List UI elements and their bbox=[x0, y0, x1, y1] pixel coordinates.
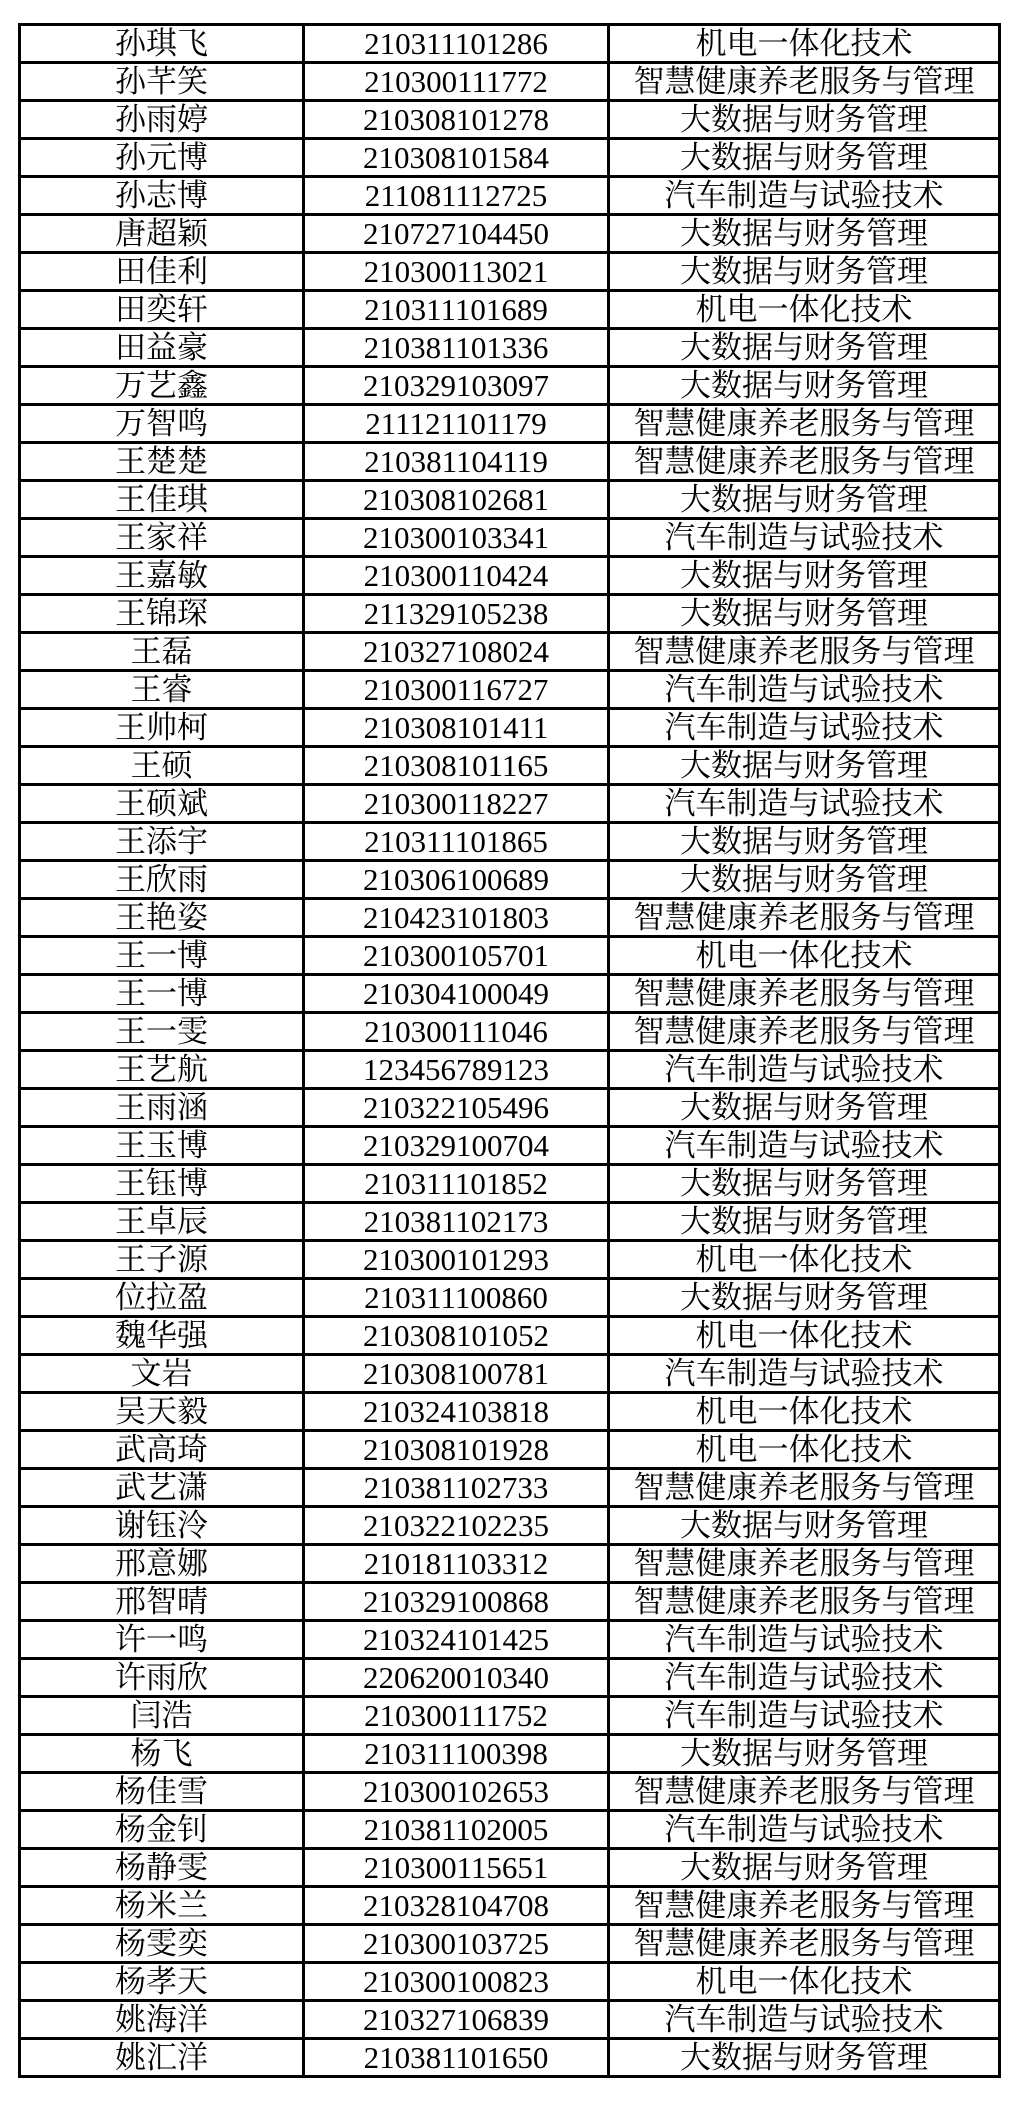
student-name-cell: 武高琦 bbox=[20, 1431, 304, 1469]
major-cell: 汽车制造与试验技术 bbox=[609, 785, 1000, 823]
student-id-cell: 210300101293 bbox=[304, 1241, 609, 1279]
table-row bbox=[20, 291, 1000, 329]
student-name-cell: 王嘉敏 bbox=[20, 557, 304, 595]
student-name-cell: 杨孝天 bbox=[20, 1963, 304, 2001]
student-id-cell: 210304100049 bbox=[304, 975, 609, 1013]
student-name-cell: 王艺航 bbox=[20, 1051, 304, 1089]
student-name-cell: 魏华强 bbox=[20, 1317, 304, 1355]
major-cell: 大数据与财务管理 bbox=[609, 1165, 1000, 1203]
student-name-cell: 文岩 bbox=[20, 1355, 304, 1393]
table-row bbox=[20, 1925, 1000, 1963]
table-row bbox=[20, 747, 1000, 785]
major-cell: 机电一体化技术 bbox=[609, 1963, 1000, 2001]
student-id-cell: 210308102681 bbox=[304, 481, 609, 519]
student-name-cell: 万智鸣 bbox=[20, 405, 304, 443]
major-cell: 智慧健康养老服务与管理 bbox=[609, 1887, 1000, 1925]
student-name-cell: 杨静雯 bbox=[20, 1849, 304, 1887]
student-id-cell: 210300111046 bbox=[304, 1013, 609, 1051]
major-cell: 汽车制造与试验技术 bbox=[609, 2001, 1000, 2039]
major-cell: 汽车制造与试验技术 bbox=[609, 519, 1000, 557]
major-cell: 大数据与财务管理 bbox=[609, 1203, 1000, 1241]
student-name-cell: 许雨欣 bbox=[20, 1659, 304, 1697]
table-row bbox=[20, 937, 1000, 975]
student-id-cell: 210327106839 bbox=[304, 2001, 609, 2039]
student-name-cell: 田奕轩 bbox=[20, 291, 304, 329]
student-id-cell: 210328104708 bbox=[304, 1887, 609, 1925]
student-name-cell: 杨米兰 bbox=[20, 1887, 304, 1925]
student-name-cell: 孙元博 bbox=[20, 139, 304, 177]
student-id-cell: 210311101865 bbox=[304, 823, 609, 861]
table-row bbox=[20, 1355, 1000, 1393]
student-id-cell: 210300105701 bbox=[304, 937, 609, 975]
major-cell: 汽车制造与试验技术 bbox=[609, 1697, 1000, 1735]
student-id-cell: 210308101411 bbox=[304, 709, 609, 747]
student-name-cell: 王子源 bbox=[20, 1241, 304, 1279]
student-name-cell: 姚汇洋 bbox=[20, 2039, 304, 2077]
student-id-cell: 220620010340 bbox=[304, 1659, 609, 1697]
major-cell: 大数据与财务管理 bbox=[609, 1089, 1000, 1127]
table-row bbox=[20, 1583, 1000, 1621]
table-row bbox=[20, 1507, 1000, 1545]
table-row bbox=[20, 595, 1000, 633]
major-cell: 机电一体化技术 bbox=[609, 1431, 1000, 1469]
table-row bbox=[20, 1317, 1000, 1355]
student-id-cell: 123456789123 bbox=[304, 1051, 609, 1089]
major-cell: 大数据与财务管理 bbox=[609, 2039, 1000, 2077]
student-name-cell: 万艺鑫 bbox=[20, 367, 304, 405]
table-row bbox=[20, 1241, 1000, 1279]
student-name-cell: 武艺潇 bbox=[20, 1469, 304, 1507]
major-cell: 汽车制造与试验技术 bbox=[609, 1659, 1000, 1697]
student-id-cell: 210181103312 bbox=[304, 1545, 609, 1583]
student-id-cell: 210308101278 bbox=[304, 101, 609, 139]
student-id-cell: 210300115651 bbox=[304, 1849, 609, 1887]
table-row bbox=[20, 671, 1000, 709]
student-name-cell: 王卓辰 bbox=[20, 1203, 304, 1241]
student-name-cell: 王佳琪 bbox=[20, 481, 304, 519]
student-id-cell: 210311101689 bbox=[304, 291, 609, 329]
student-id-cell: 210308101584 bbox=[304, 139, 609, 177]
student-id-cell: 210327108024 bbox=[304, 633, 609, 671]
table-row bbox=[20, 975, 1000, 1013]
major-cell: 大数据与财务管理 bbox=[609, 1279, 1000, 1317]
student-name-cell: 王帅柯 bbox=[20, 709, 304, 747]
student-name-cell: 田佳利 bbox=[20, 253, 304, 291]
student-name-cell: 杨雯奕 bbox=[20, 1925, 304, 1963]
major-cell: 智慧健康养老服务与管理 bbox=[609, 405, 1000, 443]
table-row bbox=[20, 101, 1000, 139]
major-cell: 大数据与财务管理 bbox=[609, 823, 1000, 861]
student-name-cell: 王楚楚 bbox=[20, 443, 304, 481]
student-name-cell: 杨飞 bbox=[20, 1735, 304, 1773]
major-cell: 汽车制造与试验技术 bbox=[609, 1355, 1000, 1393]
student-id-cell: 210300116727 bbox=[304, 671, 609, 709]
table-row bbox=[20, 557, 1000, 595]
student-id-cell: 210381102733 bbox=[304, 1469, 609, 1507]
major-cell: 机电一体化技术 bbox=[609, 291, 1000, 329]
major-cell: 汽车制造与试验技术 bbox=[609, 177, 1000, 215]
major-cell: 大数据与财务管理 bbox=[609, 1849, 1000, 1887]
student-name-cell: 孙芊笑 bbox=[20, 63, 304, 101]
major-cell: 智慧健康养老服务与管理 bbox=[609, 1469, 1000, 1507]
table-row bbox=[20, 1127, 1000, 1165]
major-cell: 智慧健康养老服务与管理 bbox=[609, 899, 1000, 937]
student-name-cell: 王一博 bbox=[20, 975, 304, 1013]
student-id-cell: 210308101052 bbox=[304, 1317, 609, 1355]
major-cell: 大数据与财务管理 bbox=[609, 367, 1000, 405]
major-cell: 大数据与财务管理 bbox=[609, 329, 1000, 367]
table-row bbox=[20, 1697, 1000, 1735]
table-row bbox=[20, 1963, 1000, 2001]
major-cell: 机电一体化技术 bbox=[609, 1317, 1000, 1355]
major-cell: 汽车制造与试验技术 bbox=[609, 1621, 1000, 1659]
major-cell: 机电一体化技术 bbox=[609, 25, 1000, 63]
table-row bbox=[20, 1469, 1000, 1507]
student-id-cell: 211121101179 bbox=[304, 405, 609, 443]
student-id-cell: 211081112725 bbox=[304, 177, 609, 215]
major-cell: 大数据与财务管理 bbox=[609, 101, 1000, 139]
student-name-cell: 王一博 bbox=[20, 937, 304, 975]
student-id-cell: 210300103725 bbox=[304, 1925, 609, 1963]
student-id-cell: 210300111752 bbox=[304, 1697, 609, 1735]
students-table-body bbox=[20, 25, 1000, 2077]
table-row bbox=[20, 785, 1000, 823]
student-name-cell: 邢意娜 bbox=[20, 1545, 304, 1583]
student-name-cell: 唐超颖 bbox=[20, 215, 304, 253]
student-id-cell: 210300100823 bbox=[304, 1963, 609, 2001]
major-cell: 大数据与财务管理 bbox=[609, 481, 1000, 519]
table-row bbox=[20, 1773, 1000, 1811]
table-row bbox=[20, 709, 1000, 747]
student-name-cell: 位拉盈 bbox=[20, 1279, 304, 1317]
student-name-cell: 王家祥 bbox=[20, 519, 304, 557]
table-row bbox=[20, 253, 1000, 291]
student-id-cell: 210322105496 bbox=[304, 1089, 609, 1127]
student-id-cell: 210311101852 bbox=[304, 1165, 609, 1203]
student-id-cell: 210324103818 bbox=[304, 1393, 609, 1431]
major-cell: 大数据与财务管理 bbox=[609, 1735, 1000, 1773]
student-id-cell: 210727104450 bbox=[304, 215, 609, 253]
student-name-cell: 王雨涵 bbox=[20, 1089, 304, 1127]
major-cell: 汽车制造与试验技术 bbox=[609, 1127, 1000, 1165]
table-row bbox=[20, 1621, 1000, 1659]
table-row bbox=[20, 861, 1000, 899]
major-cell: 智慧健康养老服务与管理 bbox=[609, 1013, 1000, 1051]
table-row bbox=[20, 1279, 1000, 1317]
student-id-cell: 210300118227 bbox=[304, 785, 609, 823]
table-row bbox=[20, 1887, 1000, 1925]
student-name-cell: 王欣雨 bbox=[20, 861, 304, 899]
student-name-cell: 许一鸣 bbox=[20, 1621, 304, 1659]
table-row bbox=[20, 405, 1000, 443]
table-row bbox=[20, 1545, 1000, 1583]
major-cell: 大数据与财务管理 bbox=[609, 747, 1000, 785]
table-row bbox=[20, 2039, 1000, 2077]
student-name-cell: 王锦琛 bbox=[20, 595, 304, 633]
student-id-cell: 210381104119 bbox=[304, 443, 609, 481]
major-cell: 大数据与财务管理 bbox=[609, 861, 1000, 899]
major-cell: 大数据与财务管理 bbox=[609, 1507, 1000, 1545]
table-row bbox=[20, 823, 1000, 861]
student-id-cell: 210300113021 bbox=[304, 253, 609, 291]
table-row bbox=[20, 215, 1000, 253]
student-name-cell: 王硕 bbox=[20, 747, 304, 785]
student-id-cell: 210324101425 bbox=[304, 1621, 609, 1659]
major-cell: 大数据与财务管理 bbox=[609, 215, 1000, 253]
student-id-cell: 210329100868 bbox=[304, 1583, 609, 1621]
major-cell: 汽车制造与试验技术 bbox=[609, 1051, 1000, 1089]
major-cell: 智慧健康养老服务与管理 bbox=[609, 975, 1000, 1013]
student-name-cell: 王钰博 bbox=[20, 1165, 304, 1203]
major-cell: 大数据与财务管理 bbox=[609, 253, 1000, 291]
major-cell: 智慧健康养老服务与管理 bbox=[609, 1773, 1000, 1811]
major-cell: 大数据与财务管理 bbox=[609, 139, 1000, 177]
student-id-cell: 210300103341 bbox=[304, 519, 609, 557]
major-cell: 机电一体化技术 bbox=[609, 1393, 1000, 1431]
table-row bbox=[20, 367, 1000, 405]
student-id-cell: 210300111772 bbox=[304, 63, 609, 101]
student-name-cell: 王睿 bbox=[20, 671, 304, 709]
student-name-cell: 王玉博 bbox=[20, 1127, 304, 1165]
student-id-cell: 210381101336 bbox=[304, 329, 609, 367]
major-cell: 智慧健康养老服务与管理 bbox=[609, 633, 1000, 671]
student-name-cell: 王一雯 bbox=[20, 1013, 304, 1051]
table-row bbox=[20, 139, 1000, 177]
student-name-cell: 姚海洋 bbox=[20, 2001, 304, 2039]
student-id-cell: 210306100689 bbox=[304, 861, 609, 899]
table-row bbox=[20, 1051, 1000, 1089]
student-id-cell: 210329100704 bbox=[304, 1127, 609, 1165]
student-name-cell: 邢智晴 bbox=[20, 1583, 304, 1621]
table-row bbox=[20, 1431, 1000, 1469]
student-name-cell: 王硕斌 bbox=[20, 785, 304, 823]
major-cell: 机电一体化技术 bbox=[609, 1241, 1000, 1279]
table-row bbox=[20, 1203, 1000, 1241]
students-table bbox=[18, 23, 1001, 2078]
student-name-cell: 孙雨婷 bbox=[20, 101, 304, 139]
student-id-cell: 210381101650 bbox=[304, 2039, 609, 2077]
student-id-cell: 210381102005 bbox=[304, 1811, 609, 1849]
major-cell: 汽车制造与试验技术 bbox=[609, 709, 1000, 747]
student-name-cell: 孙琪飞 bbox=[20, 25, 304, 63]
table-row bbox=[20, 63, 1000, 101]
table-row bbox=[20, 633, 1000, 671]
table-row bbox=[20, 519, 1000, 557]
table-row bbox=[20, 1849, 1000, 1887]
student-id-cell: 210308101928 bbox=[304, 1431, 609, 1469]
table-row bbox=[20, 329, 1000, 367]
table-row bbox=[20, 1735, 1000, 1773]
student-id-cell: 210329103097 bbox=[304, 367, 609, 405]
student-id-cell: 210311101286 bbox=[304, 25, 609, 63]
table-row bbox=[20, 1013, 1000, 1051]
student-id-cell: 210322102235 bbox=[304, 1507, 609, 1545]
student-name-cell: 闫浩 bbox=[20, 1697, 304, 1735]
student-id-cell: 210308101165 bbox=[304, 747, 609, 785]
student-id-cell: 210300110424 bbox=[304, 557, 609, 595]
major-cell: 机电一体化技术 bbox=[609, 937, 1000, 975]
table-row bbox=[20, 177, 1000, 215]
table-row bbox=[20, 481, 1000, 519]
major-cell: 智慧健康养老服务与管理 bbox=[609, 443, 1000, 481]
student-id-cell: 210308100781 bbox=[304, 1355, 609, 1393]
student-name-cell: 杨金钊 bbox=[20, 1811, 304, 1849]
major-cell: 智慧健康养老服务与管理 bbox=[609, 1583, 1000, 1621]
table-row bbox=[20, 443, 1000, 481]
table-row bbox=[20, 1089, 1000, 1127]
student-id-cell: 210381102173 bbox=[304, 1203, 609, 1241]
student-id-cell: 210311100398 bbox=[304, 1735, 609, 1773]
student-name-cell: 吴天毅 bbox=[20, 1393, 304, 1431]
major-cell: 智慧健康养老服务与管理 bbox=[609, 1545, 1000, 1583]
student-id-cell: 210423101803 bbox=[304, 899, 609, 937]
major-cell: 大数据与财务管理 bbox=[609, 557, 1000, 595]
major-cell: 智慧健康养老服务与管理 bbox=[609, 63, 1000, 101]
student-name-cell: 田益豪 bbox=[20, 329, 304, 367]
table-row bbox=[20, 2001, 1000, 2039]
table-row bbox=[20, 25, 1000, 63]
student-name-cell: 王添宇 bbox=[20, 823, 304, 861]
student-name-cell: 谢钰泠 bbox=[20, 1507, 304, 1545]
table-row bbox=[20, 899, 1000, 937]
student-id-cell: 210300102653 bbox=[304, 1773, 609, 1811]
table-row bbox=[20, 1165, 1000, 1203]
major-cell: 汽车制造与试验技术 bbox=[609, 1811, 1000, 1849]
student-name-cell: 王磊 bbox=[20, 633, 304, 671]
major-cell: 大数据与财务管理 bbox=[609, 595, 1000, 633]
table-row bbox=[20, 1811, 1000, 1849]
student-id-cell: 211329105238 bbox=[304, 595, 609, 633]
student-name-cell: 杨佳雪 bbox=[20, 1773, 304, 1811]
student-name-cell: 王艳姿 bbox=[20, 899, 304, 937]
student-id-cell: 210311100860 bbox=[304, 1279, 609, 1317]
student-name-cell: 孙志博 bbox=[20, 177, 304, 215]
table-row bbox=[20, 1393, 1000, 1431]
table-row bbox=[20, 1659, 1000, 1697]
major-cell: 汽车制造与试验技术 bbox=[609, 671, 1000, 709]
major-cell: 智慧健康养老服务与管理 bbox=[609, 1925, 1000, 1963]
